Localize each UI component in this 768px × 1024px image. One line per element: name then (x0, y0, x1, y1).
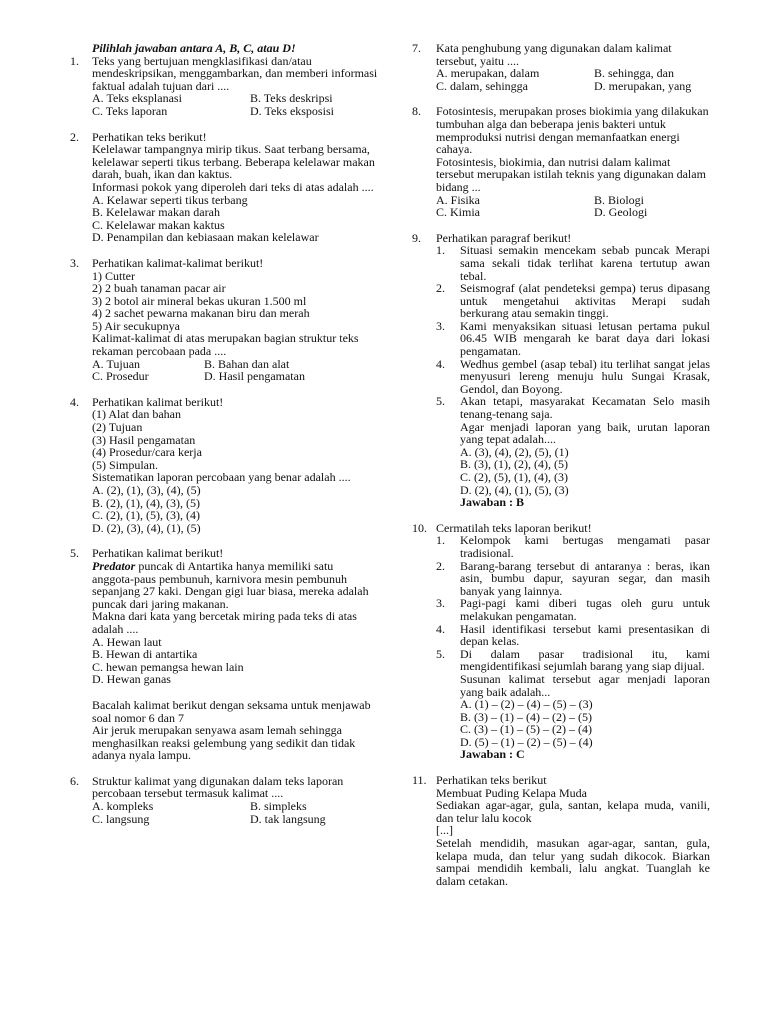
question-number: 6. (70, 773, 79, 788)
question-number: 2. (70, 129, 79, 144)
right-column (412, 42, 710, 900)
question-5 (70, 547, 378, 762)
option-a[interactable]: A. Hewan laut (92, 634, 162, 649)
option-d[interactable]: D. Hewan ganas (92, 672, 171, 687)
sentence-list (436, 534, 710, 673)
recipe-step-1: Sediakan agar-agar, gula, santan, kelapa muda, vanili, dan telur lalu kocok (436, 798, 710, 825)
question-number: 5. (70, 546, 79, 561)
list-item: (1) Alat dan bahan (92, 407, 181, 422)
reading-passage: Air jeruk merupakan senyawa asam lemah sehingga menghasilkan reaksi gelembung yang sedikit dan tidak adanya nyala lampu. (92, 723, 356, 763)
option-b[interactable]: B. Biologi (594, 192, 645, 207)
list-item: 3. Kami menyaksikan situasi letusan pertama pukul 06.45 WIB mengarah ke barat daya dari lokasi pengamatan. (436, 318, 710, 359)
italic-word: Predator (92, 558, 136, 573)
question-4 (70, 396, 378, 535)
instruction: Pilihlah jawaban antara A, B, C, atau D! (92, 41, 296, 55)
answer-key: Jawaban : C (460, 747, 525, 762)
question-1 (70, 55, 378, 118)
passage: Fotosintesis, merupakan proses biokimia yang dilakukan tumbuhan alga dan beberapa jenis bakteri untuk memproduksi nutrisi dengan memanfaatkan energi cahaya. (436, 104, 709, 157)
question-11 (412, 774, 710, 887)
option-a[interactable]: A. merupakan, dalam (436, 66, 540, 81)
question-intro: Perhatikan kalimat berikut! (92, 546, 224, 561)
option-c[interactable]: C. (3) – (1) – (5) – (2) – (4) (460, 722, 592, 737)
paragraph-list (436, 244, 710, 420)
question-text: Fotosintesis, biokimia, dan nutrisi dalam kalimat tersebut merupakan istilah teknis yang digunakan dalam bidang ... (436, 154, 706, 194)
option-b[interactable]: B. sehingga, dan (594, 66, 674, 81)
option-d[interactable]: D. Penampilan dan kebiasaan makan kelelawar (92, 230, 319, 245)
option-c[interactable]: C. Kelelawar makan kaktus (92, 217, 225, 232)
list-item: 1) Cutter (92, 268, 135, 283)
list-item: 2. Barang-barang tersebut di antaranya : beras, ikan asin, bumbu dapur, sayuran segar, dan masih banyak yang lainnya. (436, 558, 710, 598)
recipe-step-2: Setelah mendidih, masukan agar-agar, santan, gula, kelapa muda, dan telur yang sudah dikocok. Biarkan sampai mendidih kembali, lalu angkat. Tuanglah ke dalam cetakan. (436, 836, 710, 888)
option-d[interactable]: D. Teks eksposisi (250, 103, 334, 118)
question-number: 11. (412, 773, 427, 788)
list-item: 5) Air secukupnya (92, 318, 180, 333)
question-text: Makna dari kata yang bercetak miring pada teks di atas adalah .... (92, 609, 357, 636)
list-item: 5. Di dalam pasar tradisional itu, kami mengidentifikasi sejumlah barang yang siap dijual. (436, 646, 710, 674)
list-item: 4. Hasil identifikasi tersebut kami presentasikan di depan kelas. (436, 621, 710, 649)
list-item: 2. Seismograf (alat pendeteksi gempa) terus dipasang untuk mengetahui aktivitas Merapi sudah berkurang atau semakin tinggi. (436, 281, 710, 321)
question-number: 7. (412, 41, 421, 55)
option-d[interactable]: D. Geologi (594, 205, 648, 220)
question-number: 8. (412, 104, 421, 119)
list-item: (2) Tujuan (92, 420, 143, 435)
option-b[interactable]: B. Kelelawar makan darah (92, 205, 220, 220)
option-d[interactable]: D. Hasil pengamatan (204, 369, 305, 384)
question-6 (70, 775, 378, 825)
list-item: (3) Hasil pengamatan (92, 432, 196, 447)
question-text: Sistematikan laporan percobaan yang benar adalah .... (92, 470, 351, 485)
question-text: Informasi pokok yang diperoleh dari teks di atas adalah .... (92, 179, 374, 194)
option-b[interactable]: B. (3), (1), (2), (4), (5) (460, 457, 568, 472)
question-intro: Cermatilah teks laporan berikut! (436, 520, 592, 535)
option-b[interactable]: B. Bahan dan alat (204, 356, 290, 371)
option-c[interactable]: C. Teks laporan (92, 103, 168, 118)
list-item: (4) Prosedur/cara kerja (92, 445, 202, 460)
option-b[interactable]: B. Hewan di antartika (92, 647, 198, 662)
list-item: 3. Pagi-pagi kami diberi tugas oleh guru untuk melakukan pengamatan. (436, 596, 710, 623)
answer-key: Jawaban : B (460, 495, 525, 510)
list-item: 4. Wedhus gembel (asap tebal) itu terlihat sangat jelas menyusuri lereng menuju hulu Sungai Krasak, Gendol, dan Boyong. (436, 356, 710, 396)
question-text: Struktur kalimat yang digunakan dalam teks laporan percobaan tersebut termasuk kalimat .... (92, 773, 344, 801)
question-8 (412, 105, 710, 218)
option-d[interactable]: D. (2), (3), (4), (1), (5) (92, 520, 201, 535)
option-c[interactable]: C. (2), (5), (1), (4), (3) (460, 470, 568, 484)
recipe-title: Membuat Puding Kelapa Muda (436, 785, 587, 800)
question-text: Teks yang bertujuan mengklasifikasi dan/atau mendeskripsikan, menggambarkan, dan memberi informasi faktual adalah tujuan dari .... (92, 53, 378, 93)
question-7 (412, 42, 710, 92)
list-item: 2) 2 buah tanaman pacar air (92, 281, 226, 296)
option-d[interactable]: D. (2), (4), (1), (5), (3) (460, 482, 569, 497)
list-item: 1. Situasi semakin mencekam sebab puncak Merapi sama sekali tidak terlihat karena tertutup awan tebal. (436, 243, 710, 283)
option-a[interactable]: A. Fisika (436, 192, 481, 207)
question-number: 4. (70, 394, 79, 409)
option-c[interactable]: C. Kimia (436, 205, 480, 220)
question-number: 9. (412, 230, 421, 245)
option-a[interactable]: A. kompleks (92, 799, 154, 814)
option-b[interactable]: B. simpleks (250, 799, 307, 814)
question-text: Kalimat-kalimat di atas merupakan bagian struktur teks rekaman percobaan pada .... (92, 331, 359, 359)
question-2 (70, 131, 378, 244)
question-text: Agar menjadi laporan yang baik, urutan laporan yang tepat adalah.... (460, 419, 710, 447)
question-number: 10. (412, 520, 427, 535)
option-b[interactable]: B. (3) – (1) – (4) – (2) – (5) (460, 709, 592, 724)
question-text: Kata penghubung yang digunakan dalam kalimat tersebut, yaitu .... (436, 41, 672, 68)
list-item: 3) 2 botol air mineral bekas ukuran 1.500 ml (92, 293, 307, 308)
question-3 (70, 257, 378, 383)
reading-instruction: Bacalah kalimat berikut dengan seksama untuk menjawab soal nomor 6 dan 7 (92, 697, 371, 725)
left-column (70, 42, 378, 838)
option-b[interactable]: B. Teks deskripsi (250, 91, 333, 106)
missing-part: [...] (436, 823, 453, 838)
option-a[interactable]: A. Teks eksplanasi (92, 91, 182, 106)
option-b[interactable]: B. (2), (1), (4), (3), (5) (92, 495, 200, 510)
option-c[interactable]: C. (2), (1), (5), (3), (4) (92, 508, 200, 523)
passage (92, 560, 378, 610)
list-item: 5. Akan tetapi, masyarakat Kecamatan Selo masih tenang-tenang saja. (436, 394, 710, 422)
list-item: 4) 2 sachet pewarna makanan biru dan merah (92, 306, 310, 321)
list-item: 1. Kelompok kami bertugas mengamati pasar tradisional. (436, 533, 710, 560)
question-intro: Perhatikan teks berikut! (92, 129, 207, 144)
question-number: 3. (70, 255, 79, 270)
option-a[interactable]: A. (1) – (2) – (4) – (5) – (3) (460, 697, 593, 712)
option-a[interactable]: A. (2), (1), (3), (4), (5) (92, 483, 201, 497)
question-intro: Perhatikan teks berikut (436, 773, 547, 788)
option-d[interactable]: D. merupakan, yang (594, 78, 692, 93)
question-intro: Perhatikan kalimat-kalimat berikut! (92, 255, 264, 270)
passage-text: puncak di Antartika hanya memiliki satu anggota-paus pembunuh, karnivora mesin pembunuh sepanjang 27 kaki. Dengan gigi luar biasa, mereka adalah puncak dari jaring makanan. (92, 558, 369, 611)
option-c[interactable]: C. langsung (92, 811, 150, 826)
option-c[interactable]: C. hewan pemangsa hewan lain (92, 659, 244, 674)
option-c[interactable]: C. dalam, sehingga (436, 78, 528, 93)
question-intro: Perhatikan kalimat berikut! (92, 394, 224, 409)
option-c[interactable]: C. Prosedur (92, 369, 149, 384)
option-d[interactable]: D. (5) – (1) – (2) – (5) – (4) (460, 734, 593, 749)
question-intro: Perhatikan paragraf berikut! (436, 230, 572, 245)
option-a[interactable]: A. Kelawar seperti tikus terbang (92, 192, 248, 207)
passage: Kelelawar tampangnya mirip tikus. Saat terbang bersama, kelelawar seperti tikus terbang. Beberapa kelelawar makan darah, buah, ikan dan kaktus. (92, 142, 375, 182)
option-d[interactable]: D. tak langsung (250, 811, 326, 826)
option-a[interactable]: A. (3), (4), (2), (5), (1) (460, 444, 569, 459)
question-9 (412, 232, 710, 509)
option-a[interactable]: A. Tujuan (92, 356, 141, 371)
question-number: 1. (70, 53, 79, 68)
list-item: (5) Simpulan. (92, 457, 158, 472)
question-text: Susunan kalimat tersebut agar menjadi laporan yang baik adalah... (460, 671, 710, 699)
question-10 (412, 522, 710, 761)
